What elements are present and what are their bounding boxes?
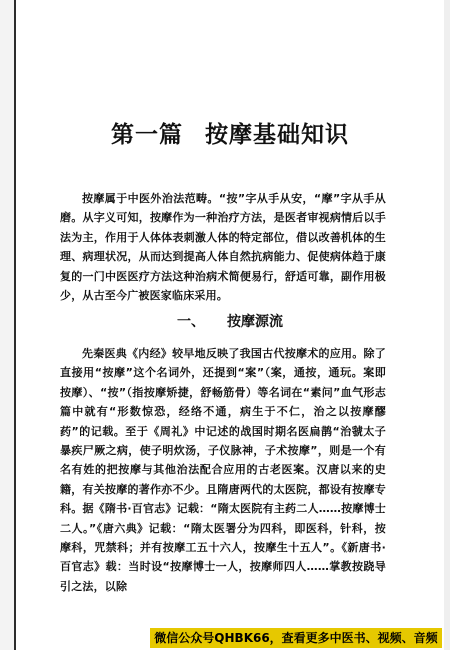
- promo-banner: 微信公众号QHBK66，查看更多中医书、视频、音频: [150, 628, 442, 648]
- section-heading: [16, 311, 444, 331]
- chapter-label: 第一篇: [111, 122, 183, 148]
- chapter-title-text: 按摩基础知识: [205, 122, 349, 148]
- chapter-title: [16, 116, 444, 149]
- section-title: 按摩源流: [227, 314, 283, 330]
- section-number: 一、: [177, 314, 205, 330]
- document-page: [16, 0, 444, 650]
- intro-paragraph: 按摩属于中医外治法范畴。“按”字从手从安，“摩”字从手从磨。从字义可知，按摩作为一种治疗方法，是医者审视病情后以手法为主，作用于人体体表刺激人体的特定部位，借以改善机体的生理、病理状况，从而达到提高人体自然抗病能力、促使病体趋于康复的一门中医医疗方法这种治病术简便易行，舒适可靠，副作用极少，从古至今广被医家临床采用。: [60, 192, 386, 303]
- page-right-margin: [444, 0, 450, 650]
- page-left-margin: [0, 0, 14, 650]
- origin-paragraph: 先秦医典《内经》较早地反映了我国古代按摩术的应用。除了直接用“按摩”这个名词外，还提到“案”（案，通按，通玩。案即按摩）、“按”（指按摩矫捷，舒畅筋骨）等名词在“素问”血气形志篇中就有“形数惊恐，经络不通，病生于不仁，治之以按摩醪药”的记载。至于《周礼》中记述的战国时期名医扁鹊“治虢太子暴疾尸厥之病，使子明炊汤，子仪脉神，子术按摩”，则是一个有名有姓的把按摩与其他治法配合应用的古老医案。汉唐以来的史籍，有关按摩的著作亦不少。且隋唐两代的太医院，都设有按摩专科。据《隋书·百官志》记载：“隋太医院有主药二人……按摩博士二人。”《唐六典》记载：“隋太医署分为四科，即医科，针科，按摩科，咒禁科；并有按摩工五十六人，按摩生十五人”。《新唐书·百官志》载：当时设“按摩博士一人，按摩师四人……掌教按跷导引之法，以除: [60, 347, 386, 593]
